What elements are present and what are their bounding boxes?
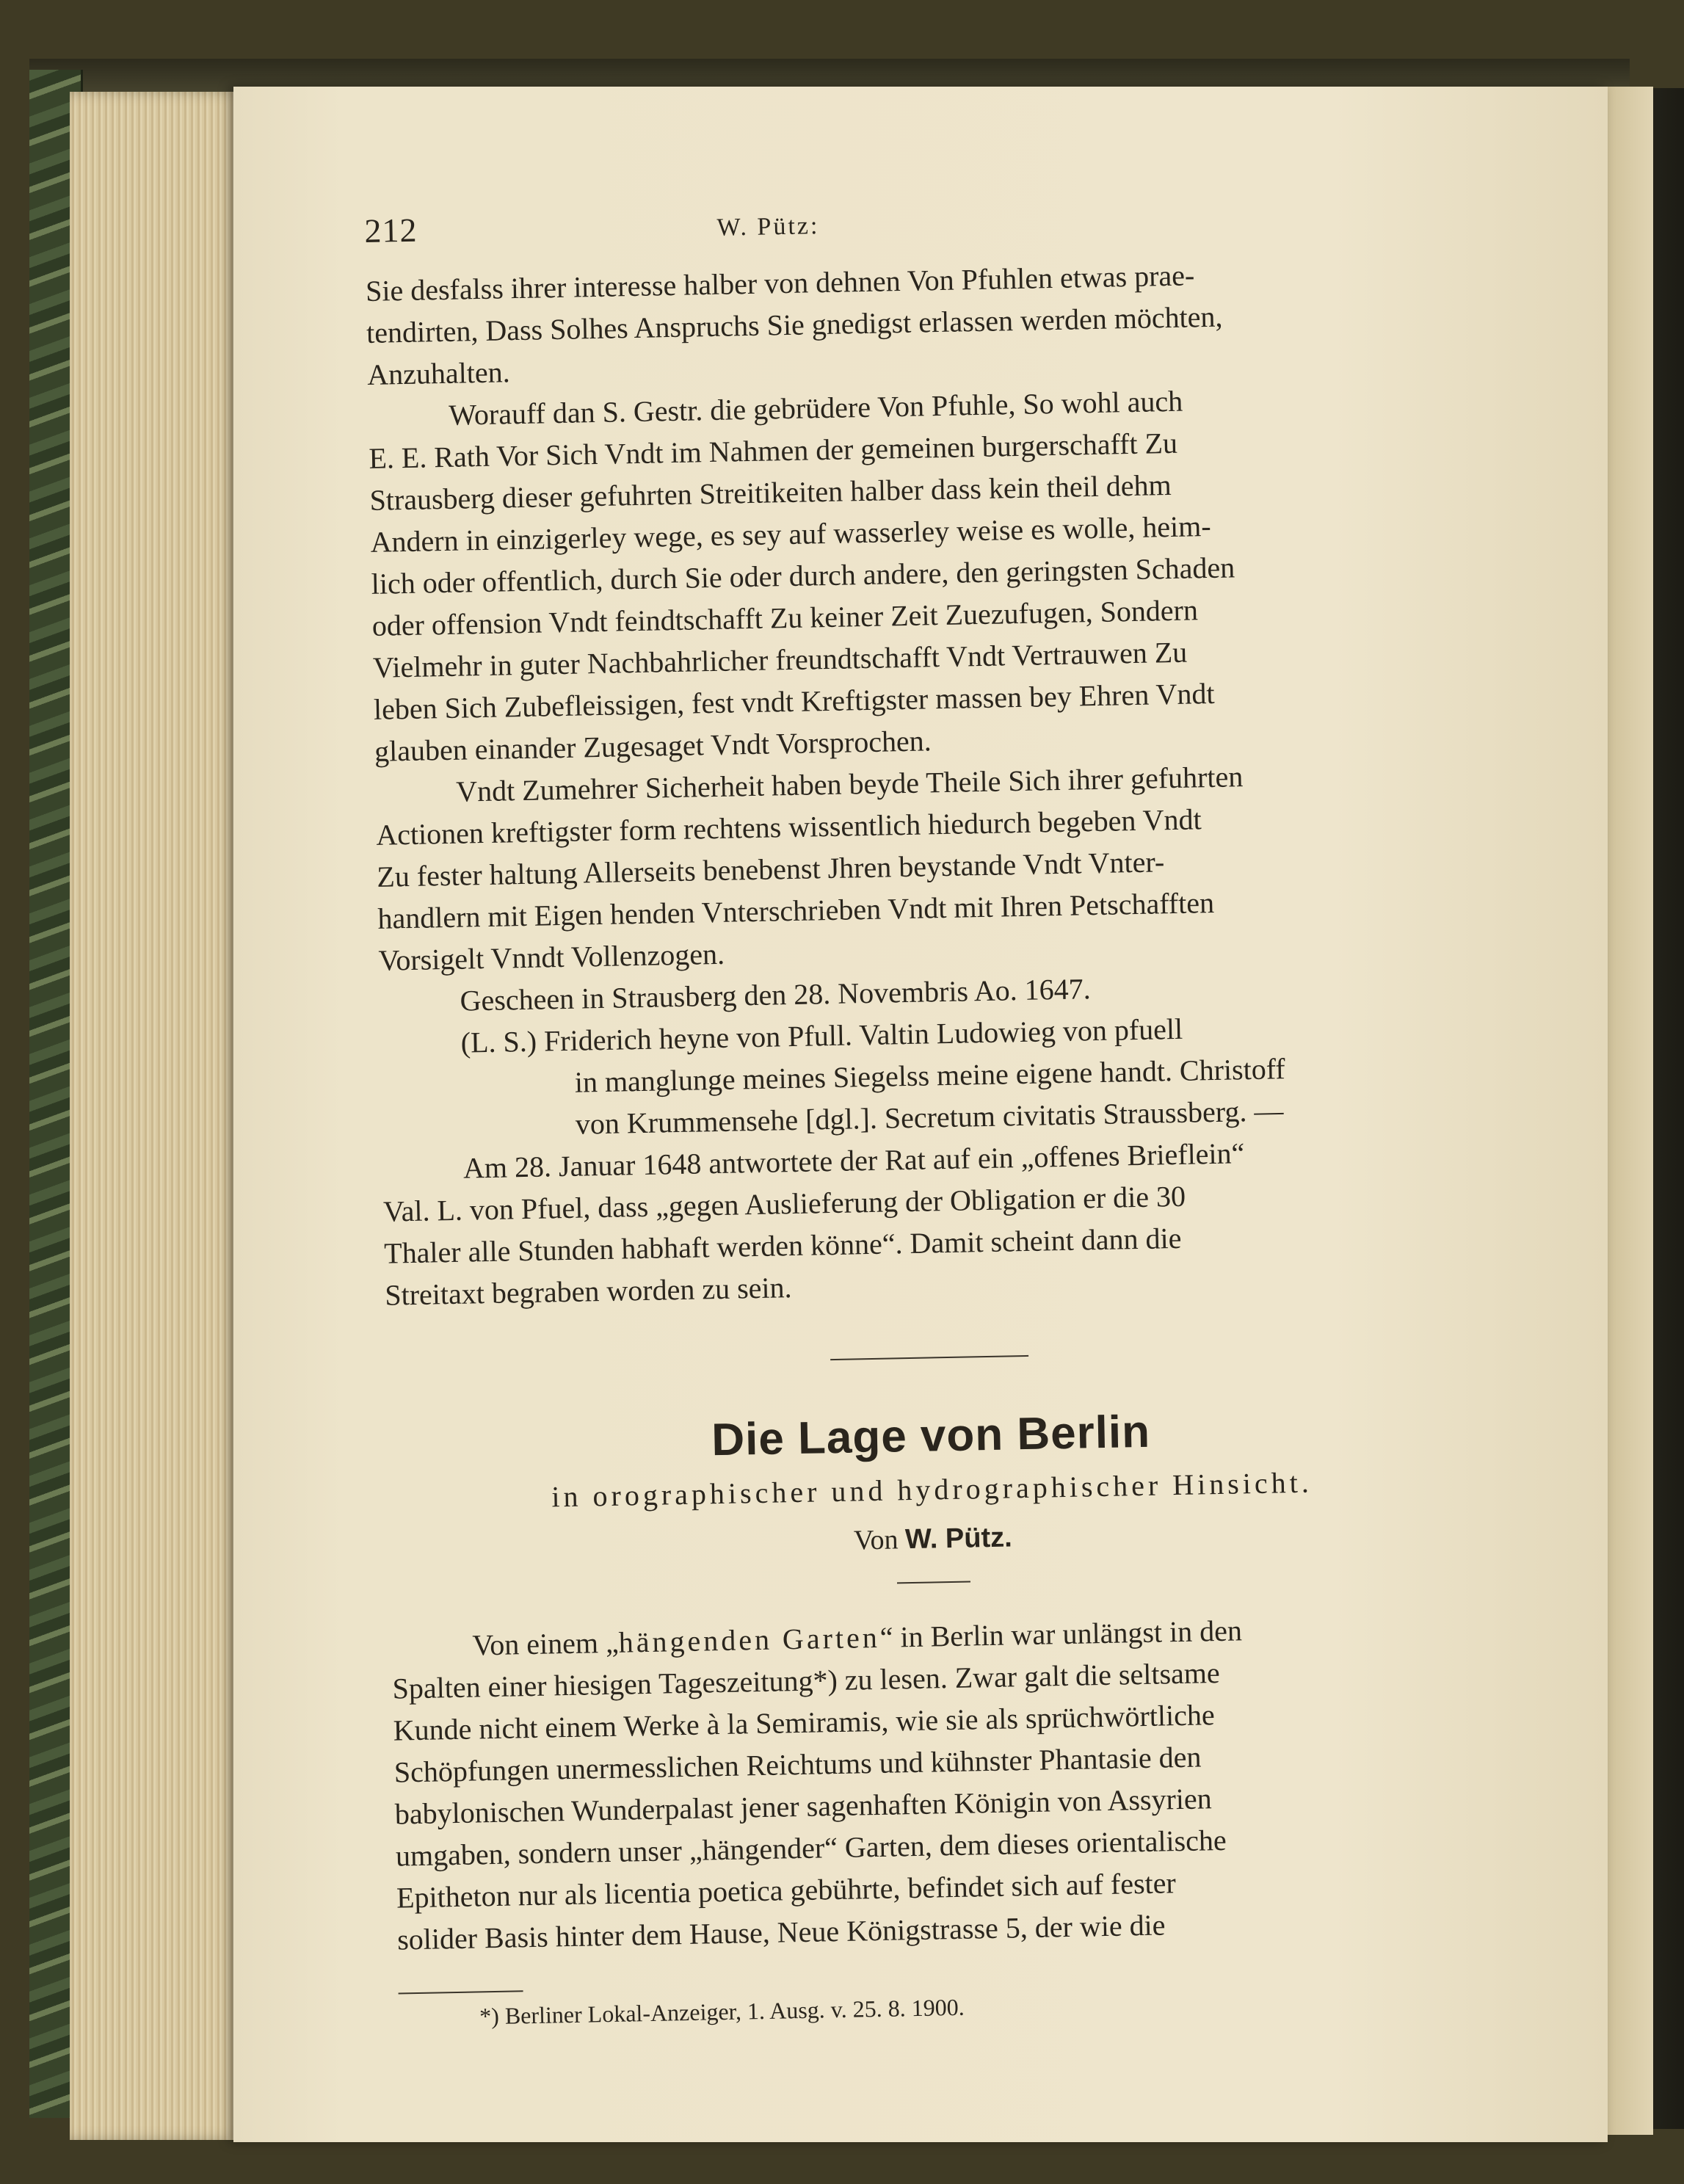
page-content bbox=[364, 191, 1485, 2032]
text-line: Sie desfalss ihrer interesse halber von dehnen Von Pfuhlen etwas prae- bbox=[365, 258, 1195, 308]
emphasized-text: hängenden Garten bbox=[618, 1620, 881, 1659]
paragraph-6 bbox=[382, 1128, 1472, 1316]
text-line: Thaler alle Stunden habhaft werden könne“. Damit scheint dann die bbox=[383, 1221, 1182, 1270]
text-line: solider Basis hinter dem Hause, Neue Königstrasse 5, der wie die bbox=[396, 1908, 1166, 1956]
text-line: glauben einander Zugesaget Vndt Vorsprochen. bbox=[374, 724, 932, 768]
text-line: Val. L. von Pfuel, dass „gegen Auslieferung der Obligation er die 30 bbox=[382, 1179, 1186, 1228]
text-line: E. E. Rath Vor Sich Vndt im Nahmen der gemeinen burgerschafft Zu bbox=[369, 426, 1178, 475]
text-line: Spalten einer hiesigen Tageszeitung*) zu lesen. Zwar galt die seltsame bbox=[392, 1655, 1221, 1705]
text-line: handlern mit Eigen henden Vnterschrieben Vndt mit Ihren Petschafften bbox=[377, 885, 1215, 935]
text-line: lich oder offentlich, durch Sie oder durch andere, den geringsten Schaden bbox=[371, 551, 1235, 601]
text-line: in manglunge meines Siegelss meine eigene handt. Christoff bbox=[574, 1052, 1286, 1099]
title-divider bbox=[897, 1581, 970, 1583]
byline-prefix: Von bbox=[853, 1524, 899, 1556]
text-line: Epitheton nur als licentia poetica gebührte, befindet sich auf fester bbox=[396, 1866, 1177, 1915]
text-line: Vielmehr in guter Nachbahrlicher freundtschafft Vndt Vertrauwen Zu bbox=[372, 635, 1188, 684]
text-fragment: Von einem „ bbox=[472, 1625, 620, 1662]
text-line: babylonischen Wunderpalast jener sagenhaften Königin von Assyrien bbox=[394, 1782, 1213, 1831]
text-line: leben Sich Zubefleissigen, fest vndt Kreftigster massen bey Ehren Vndt bbox=[373, 676, 1215, 726]
text-fragment: “ in Berlin war unlängst in den bbox=[879, 1614, 1243, 1654]
body-text bbox=[366, 250, 1472, 1316]
footnote-rule bbox=[399, 1990, 523, 1994]
text-line: (L. S.) Friderich heyne von Pfull. Valtin Ludowieg von pfuell bbox=[460, 1012, 1183, 1059]
text-line: Anzuhalten. bbox=[366, 355, 511, 391]
article-subtitle: in orographischer und hydrographischer Hinsicht. bbox=[551, 1465, 1313, 1514]
text-line: umgaben, sondern unser „hängender“ Garten, dem dieses orientalische bbox=[395, 1823, 1227, 1873]
text-line: Strausberg dieser gefuhrten Streitikeiten halber dass kein theil dehm bbox=[369, 468, 1172, 517]
text-line: Am 28. Januar 1648 antwortete der Rat auf ein „offenes Brieflein“ bbox=[462, 1136, 1245, 1185]
text-line: Schöpfungen unermesslichen Reichtums und kühnster Phantasie den bbox=[393, 1740, 1202, 1789]
text-line: Andern in einzigerley wege, es sey auf wasserley weise es wolle, heim- bbox=[370, 509, 1212, 559]
paragraph-2 bbox=[368, 375, 1462, 772]
text-line: Vorsigelt Vnndt Vollenzogen. bbox=[378, 937, 725, 977]
text-line: oder offension Vndt feindtschafft Zu keiner Zeit Zuezufugen, Sondern bbox=[371, 593, 1199, 642]
paragraph-3 bbox=[375, 751, 1465, 981]
text-line: Streitaxt begraben worden zu sein. bbox=[384, 1271, 792, 1312]
article-byline bbox=[390, 1512, 1477, 1565]
text-line: tendirten, Dass Solhes Anspruchs Sie gnedigst erlassen werden möchten, bbox=[366, 300, 1223, 349]
text-line: Kunde nicht einem Werke à la Semiramis, wie sie als sprüchwörtliche bbox=[393, 1698, 1216, 1747]
running-head: W. Pütz: bbox=[716, 212, 820, 242]
text-line bbox=[472, 1614, 1242, 1661]
byline-author: W. Pütz. bbox=[904, 1522, 1013, 1556]
text-line: Vndt Zumehrer Sicherheit haben beyde Theile Sich ihrer gefuhrten bbox=[455, 760, 1244, 808]
article-title: Die Lage von Berlin bbox=[711, 1406, 1151, 1466]
section-divider bbox=[830, 1355, 1028, 1360]
footnote: *) Berliner Lokal-Anzeiger, 1. Ausg. v. 25. 8. 1900. bbox=[479, 1993, 965, 2030]
text-line: Gescheen in Strausberg den 28. Novembris Ao. 1647. bbox=[460, 972, 1092, 1017]
text-line: Worauff dan S. Gestr. die gebrüdere Von Pfuhle, So wohl auch bbox=[448, 384, 1183, 432]
page-edges bbox=[70, 92, 246, 2140]
article-body bbox=[391, 1605, 1484, 1960]
text-line: Zu fester haltung Allerseits benebenst Jhren beystande Vndt Vnter- bbox=[376, 845, 1165, 893]
text-line: Actionen kreftigster form rechtens wissentlich hiedurch begeben Vndt bbox=[375, 802, 1202, 852]
text-line: von Krummensehe [dgl.]. Secretum civitatis Straussberg. — bbox=[575, 1094, 1284, 1141]
book-page bbox=[233, 87, 1608, 2142]
article-paragraph-1 bbox=[391, 1605, 1484, 1960]
page-number: 212 bbox=[364, 211, 418, 250]
paragraph-1 bbox=[366, 250, 1454, 396]
